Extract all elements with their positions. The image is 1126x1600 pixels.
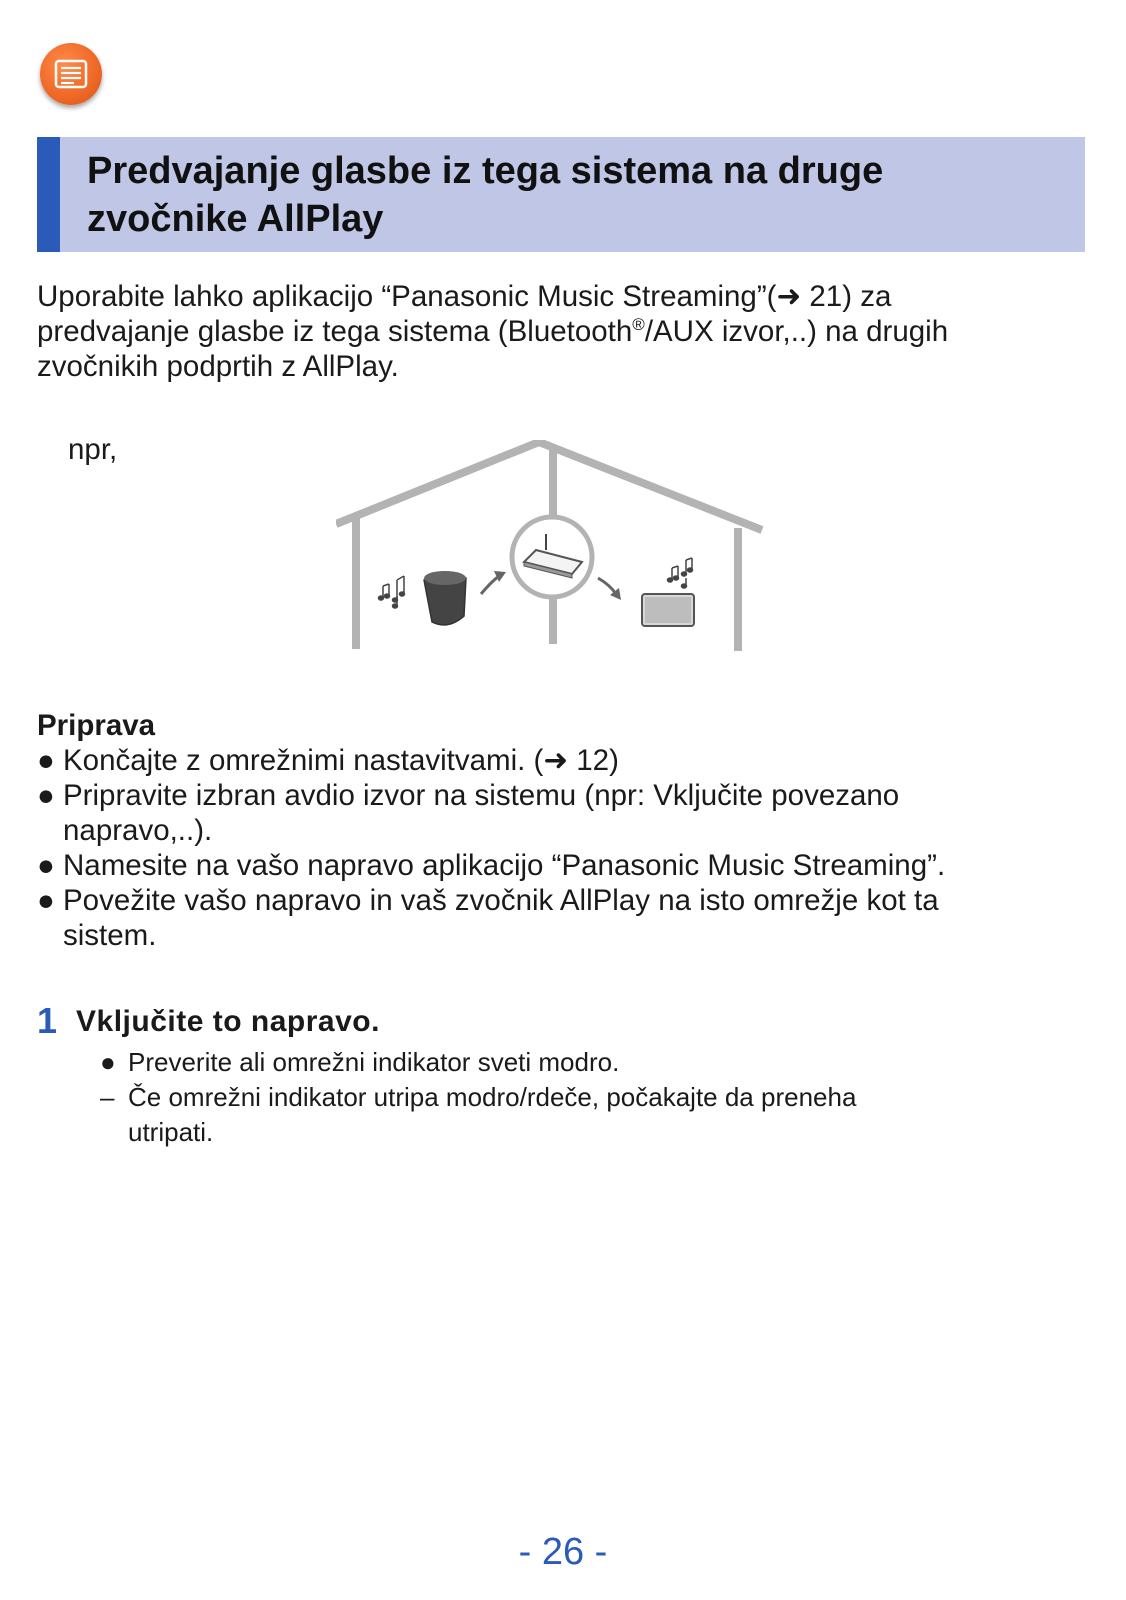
step-note	[100, 1045, 1100, 1080]
list-item	[37, 848, 1097, 883]
example-label: npr,	[68, 433, 118, 466]
bullet-icon: ●	[100, 1047, 116, 1077]
step-title: Vključite to napravo.	[76, 1005, 380, 1038]
intro-paragraph	[37, 279, 1097, 384]
bullet-icon: ●	[37, 779, 55, 812]
section-title-bar	[37, 137, 1085, 252]
list-item	[37, 778, 1097, 848]
music-note-icon	[379, 576, 405, 608]
list-item-text: Povežite vašo napravo in vaš zvočnik AllPlay na isto omrežje kot ta	[63, 884, 939, 917]
intro-line-3: zvočnikih podprtih z AllPlay.	[37, 350, 399, 383]
speaker-icon	[424, 571, 466, 625]
page-title-line-1: Predvajanje glasbe iz tega sistema na druge	[87, 150, 884, 192]
step-subnote-line-1: Če omrežni indikator utripa modro/rdeče, počakajte da preneha	[128, 1082, 857, 1112]
list-item-text-continued: sistem.	[63, 919, 157, 952]
bullet-icon: ●	[37, 849, 55, 882]
step-number: 1	[37, 1000, 58, 1041]
step-subnote	[100, 1080, 1100, 1150]
bullet-icon: ●	[37, 884, 55, 917]
registered-mark: ®	[632, 315, 645, 335]
list-item-text: Končajte z omrežnimi nastavitvami. (➜ 12)	[63, 744, 619, 777]
bullet-icon: ●	[37, 744, 55, 777]
list-item-text: Namesite na vašo napravo aplikacijo “Panasonic Music Streaming”.	[63, 849, 946, 882]
intro-line-2-end: /AUX izvor,..) na drugih	[644, 315, 949, 348]
list-item-text: Pripravite izbran avdio izvor na sistemu (npr: Vključite povezano	[63, 779, 900, 812]
allplay-speaker-icon	[642, 594, 694, 626]
intro-line-1: Uporabite lahko aplikacijo “Panasonic Music Streaming”(➜ 21) za	[37, 280, 892, 313]
page-number: - 26 -	[518, 1531, 608, 1573]
step-notes	[100, 1045, 1100, 1150]
intro-line-2	[37, 314, 1097, 349]
intro-line-2-start: predvajanje glasbe iz tega sistema (Bluetooth	[37, 315, 633, 348]
step-note-text: Preverite ali omrežni indikator sveti modro.	[128, 1047, 620, 1077]
list-item-text-continued: napravo,..).	[63, 814, 213, 847]
table-of-contents-button[interactable]	[40, 43, 102, 105]
list-item	[37, 743, 1097, 778]
title-accent-stripe	[37, 137, 60, 252]
preparation-list	[37, 743, 1097, 953]
list-item	[37, 883, 1097, 953]
page-title-line-2: zvočnike AllPlay	[87, 198, 384, 240]
music-note-icon	[668, 558, 693, 588]
list-icon	[52, 55, 90, 93]
page-title	[87, 147, 1067, 243]
allplay-diagram	[336, 440, 766, 655]
step-subnote-line-2: utripati.	[128, 1117, 214, 1147]
preparation-heading: Priprava	[37, 709, 156, 742]
dash-icon: –	[100, 1082, 115, 1112]
